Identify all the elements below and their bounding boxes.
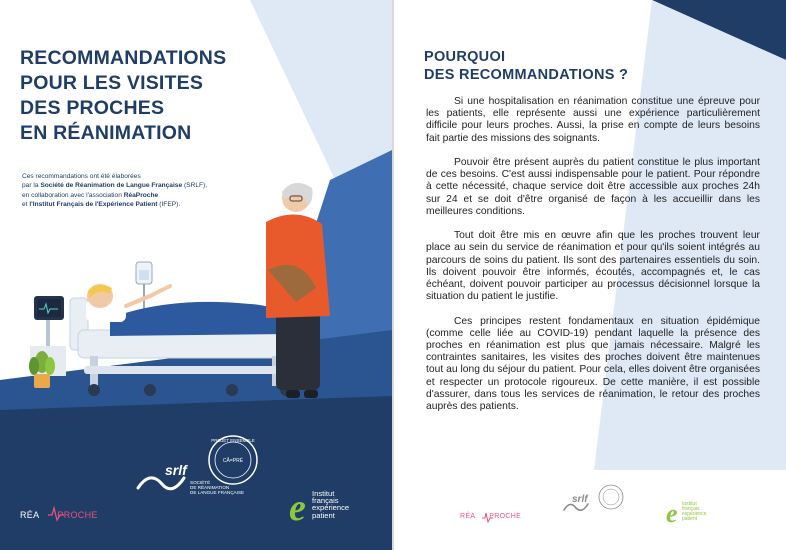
ifep-logo-mark: [289, 487, 306, 529]
content-page: [394, 0, 786, 550]
intro-text: Ces recommandations ont été élaborées par la Société de Réanimation de Langue Française (SRLF), en collaboration avec l'association RéaProche et l'Institut Français de l'Expérience Patient (IFEP).: [22, 173, 208, 208]
paragraph: Tout doit être mis en œuvre afin que les proches trouvent leur place au sein du service de réanimation et pour qu'ils soient intégrés au parcours de soins du patient. Ils sont des partenaires essentiels du soin. Ils doivent pouvoir être informés, écoutés, accompagnés et, le cas échéant, doivent pouvoir participer au processus décisionnel lorsque la situation du patient le justifie.: [426, 230, 760, 303]
paragraph: Ces principes restent fondamentaux en situation épidémique (comme celle liée au COVID-19) pendant laquelle la présence des proches en réanimation est plus que jamais nécessaire. Malgré les contraintes sanitaires, les visites des proches doivent être maintenues tout au long du séjour du patient. Pour cela, elles doivent être organisées et respecter un protocole rigoureux. De cette manière, il est possible d'assurer, dans tous les services de réanimation, le retour des proches auprès des patients.: [426, 315, 760, 413]
cover-page: [0, 0, 392, 550]
footer-ifep-text: Institut français expérience patient: [682, 501, 707, 522]
svg-text:e: e: [289, 487, 306, 529]
svg-text:PROJET ENSEMBLE: PROJET ENSEMBLE: [211, 438, 255, 443]
paragraph: Si une hospitalisation en réanimation constitue une épreuve pour les patients, elle représente aussi une expérience particulièrement difficile pour leurs proches. Aussi, la prise en compte de leurs besoins fait partie des missions des soignants.: [426, 96, 760, 144]
ifep-logo-text: Institut français expérience patient: [312, 489, 350, 520]
svg-text:CÂ=PRÉ: CÂ=PRÉ: [222, 458, 244, 464]
reaproche-logo: RÉA PROCHE: [20, 510, 98, 520]
cover-title: RECOMMANDATIONS POUR LES VISITES DES PROCHES EN RÉANIMATION: [20, 47, 227, 144]
paragraph: Pouvoir être présent auprès du patient constitue le plus important de ces besoins. C'est aussi indispensable pour le patient. Pour répondre à cette nécessité, chaque service doit être accessible aux proches 24h sur 24 et se doit d'être organisé de façon à les accueillir dans les meilleures conditions.: [426, 157, 760, 217]
navy-footer-band: [0, 396, 392, 550]
section-body: [426, 96, 760, 425]
footer-srlf-logo: srlf: [572, 494, 588, 505]
section-title: POURQUOI DES RECOMMANDATIONS ?: [424, 49, 629, 83]
footer-reaproche-logo: RÉA PROCHE: [460, 513, 522, 520]
srlf-logo-text: srlf: [165, 462, 187, 478]
srlf-logo-subtitle: SOCIÉTÉ DE RÉANIMATION DE LANGUE FRANÇAISE: [190, 480, 245, 496]
footer-ifep-mark: e: [666, 499, 678, 528]
